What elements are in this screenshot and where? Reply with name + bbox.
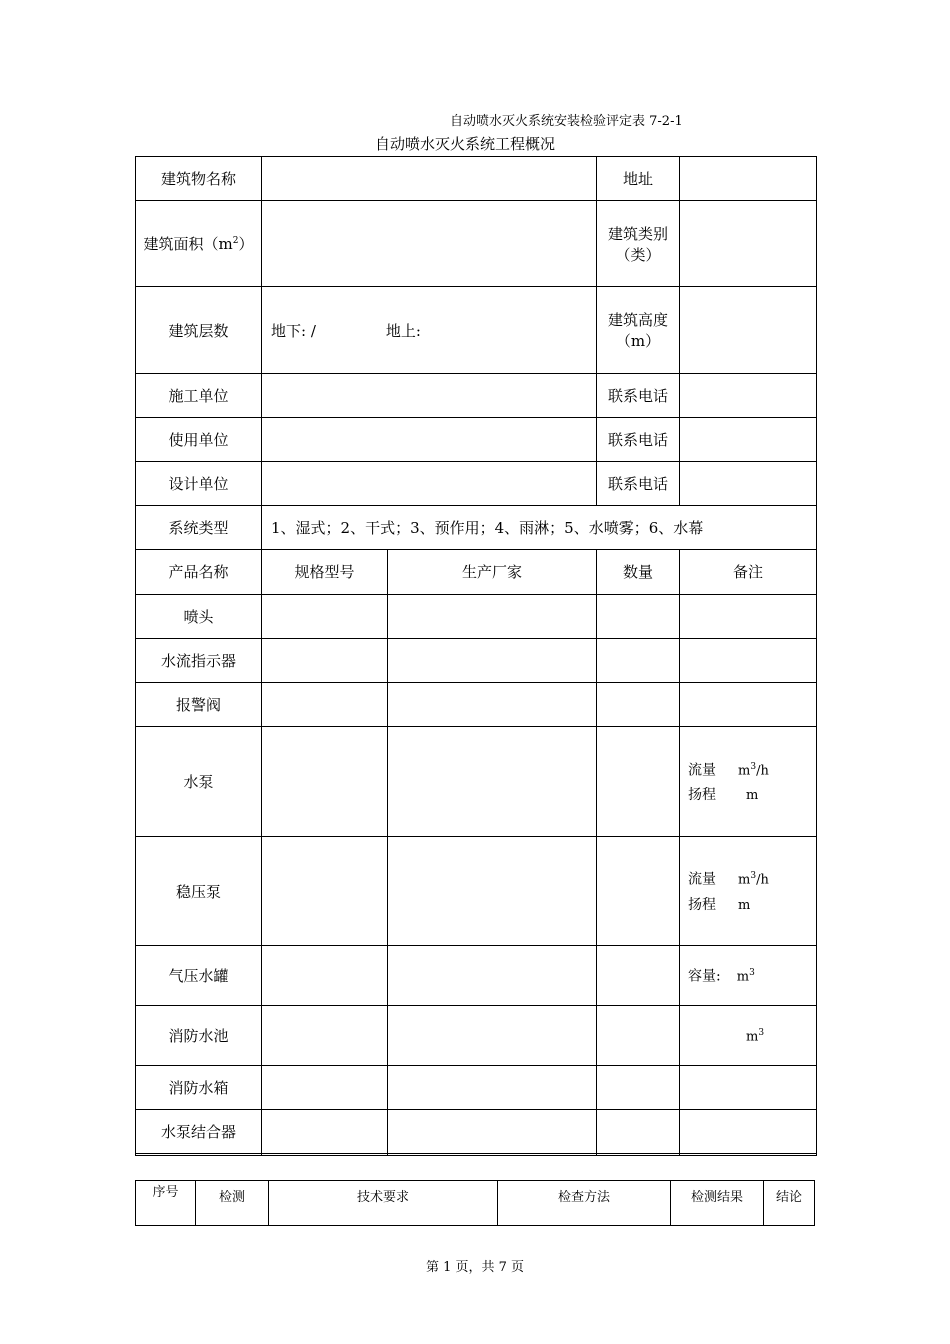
form-reference: 自动喷水灭火系统安装检验评定表 7-2-1 [450,114,683,129]
manufacturer-cell[interactable] [388,1153,597,1155]
underground-floors: 地下: / [271,321,316,340]
manufacturer-cell[interactable] [388,727,597,837]
manufacturer-cell[interactable] [388,682,597,726]
table-row [136,594,817,638]
remarks-cell[interactable]: 容量: $m^3$ [680,946,817,1006]
spec-cell[interactable] [262,1153,388,1155]
building-name-label: 建筑物名称 [136,157,262,201]
product-name: 水泵 [136,727,262,837]
quantity-cell[interactable] [597,727,680,837]
quantity-cell[interactable] [597,1109,680,1153]
manufacturer-cell[interactable] [388,1065,597,1109]
floors-label: 建筑层数 [136,287,262,373]
design-unit-label: 设计单位 [136,462,262,506]
header-check-method: 检查方法 [498,1181,671,1226]
table-row [136,682,817,726]
design-unit-field[interactable] [262,462,597,506]
remarks-cell[interactable] [680,594,817,638]
table-row [136,1153,817,1155]
quantity-cell[interactable] [597,836,680,946]
user-unit-label: 使用单位 [136,417,262,461]
head-note: 扬程 m [688,896,751,913]
header-product-name: 产品名称 [136,550,262,594]
header-test-result: 检测结果 [671,1181,764,1226]
manufacturer-cell[interactable] [388,638,597,682]
product-name: 水流指示器 [136,638,262,682]
remarks-cell[interactable] [680,836,817,946]
remarks-cell[interactable] [680,682,817,726]
capacity-note: 容量: [688,969,721,986]
remarks-cell[interactable] [680,1153,817,1155]
spec-cell[interactable] [262,638,388,682]
product-name: 消防水箱 [136,1065,262,1109]
construction-phone-label: 联系电话 [597,373,680,417]
header-remarks: 备注 [680,550,817,594]
aboveground-floors: 地上: [385,321,421,340]
table-row [136,836,817,946]
remarks-cell[interactable] [680,727,817,837]
table-row [136,1109,817,1153]
spec-cell[interactable] [262,1006,388,1066]
address-label: 地址 [597,157,680,201]
product-name[interactable] [136,1153,262,1155]
header-serial-no: 序号 [136,1181,196,1226]
user-unit-field[interactable] [262,417,597,461]
remarks-cell[interactable] [680,1065,817,1109]
product-name: 消防水池 [136,1006,262,1066]
construction-phone-field[interactable] [680,373,817,417]
address-field[interactable] [680,157,817,201]
product-name: 报警阀 [136,682,262,726]
design-phone-field[interactable] [680,462,817,506]
manufacturer-cell[interactable] [388,836,597,946]
remarks-cell[interactable]: $m^3$ [680,1006,817,1066]
manufacturer-cell[interactable] [388,946,597,1006]
table-row [136,946,817,1006]
building-category-field[interactable] [680,201,817,287]
manufacturer-cell[interactable] [388,594,597,638]
quantity-cell[interactable] [597,1006,680,1066]
quantity-cell[interactable] [597,638,680,682]
product-name: 稳压泵 [136,836,262,946]
building-name-field[interactable] [262,157,597,201]
quantity-cell[interactable] [597,682,680,726]
header-spec-model: 规格型号 [262,550,388,594]
product-name: 水泵结合器 [136,1109,262,1153]
quantity-cell[interactable] [597,1153,680,1155]
user-phone-field[interactable] [680,417,817,461]
header-inspection: 检测 [196,1181,269,1226]
page-footer: 第 1 页，共 7 页 [425,1260,525,1275]
remarks-cell[interactable] [680,1109,817,1153]
header-quantity: 数量 [597,550,680,594]
flow-note: 流量 $m^3/h$ [688,871,769,888]
spec-cell[interactable] [262,1065,388,1109]
quantity-cell[interactable] [597,946,680,1006]
building-area-field[interactable] [262,201,597,287]
system-type-value: 1、湿式；2、干式；3、预作用；4、雨淋；5、水喷雾；6、水幕 [262,506,817,550]
product-name: 喷头 [136,594,262,638]
spec-cell[interactable] [262,682,388,726]
head-note: 扬程 m [688,787,759,804]
table-row [136,1006,817,1066]
table-row [136,1065,817,1109]
floors-field[interactable] [262,287,597,373]
inspection-table [135,1180,815,1226]
building-height-label: 建筑高度（m） [597,287,680,373]
page-title: 自动喷水灭火系统工程概况 [375,135,556,153]
header-manufacturer: 生产厂家 [388,550,597,594]
header-tech-requirements: 技术要求 [269,1181,498,1226]
user-phone-label: 联系电话 [597,417,680,461]
product-name: 气压水罐 [136,946,262,1006]
building-height-field[interactable] [680,287,817,373]
building-area-label: 建筑面积$(m^2)$ [136,201,262,287]
construction-unit-field[interactable] [262,373,597,417]
header-conclusion: 结论 [764,1181,815,1226]
quantity-cell[interactable] [597,1065,680,1109]
spec-cell[interactable] [262,836,388,946]
flow-note: 流量 $m^3/h$ [688,761,769,779]
spec-cell[interactable] [262,946,388,1006]
manufacturer-cell[interactable] [388,1006,597,1066]
design-phone-label: 联系电话 [597,462,680,506]
table-row [136,638,817,682]
project-overview-table [135,156,817,1156]
building-category-label: 建筑类别（类） [597,201,680,287]
remarks-cell[interactable] [680,638,817,682]
spec-cell[interactable] [262,1109,388,1153]
construction-unit-label: 施工单位 [136,373,262,417]
spec-cell[interactable] [262,727,388,837]
quantity-cell[interactable] [597,594,680,638]
system-type-label: 系统类型 [136,506,262,550]
spec-cell[interactable] [262,594,388,638]
table-row [136,727,817,837]
manufacturer-cell[interactable] [388,1109,597,1153]
